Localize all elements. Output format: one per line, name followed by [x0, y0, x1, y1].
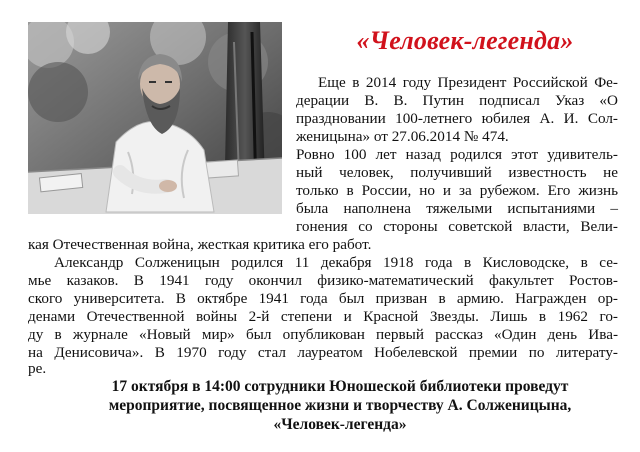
paragraph-2-line-1: Ровно 100 лет назад родился этот удивитель-	[296, 146, 618, 163]
paragraph-3-line-2: мье казаков. В 1941 году окончил физико-математический факультет Ростов-	[28, 272, 618, 289]
announcement-line-3: «Человек-легенда»	[273, 416, 407, 433]
paragraph-3-line-3: ского университета. В октябре 1941 года был призван в армию. Награжден ор-	[28, 290, 618, 307]
paragraph-3-line-6: на Денисовича». В 1970 году стал лауреатом Нобелевской премии по литерату-	[28, 344, 618, 361]
announcement-line-2: мероприятие, посвященное жизни и творчеству А. Солженицына,	[108, 397, 572, 414]
announcement-line-1: 17 октября в 14:00 сотрудники Юношеской библиотеки проведут	[111, 378, 569, 395]
paragraph-2-line-3: только в России, но и за рубежом. Его жизнь	[296, 182, 618, 199]
paragraph-1-line-4: женицына» от 27.06.2014 № 474.	[296, 128, 509, 145]
paragraph-3-line-1: Александр Солженицын родился 11 декабря 1918 года в Кисловодске, в се-	[54, 254, 618, 271]
paragraph-1-line-1: Еще в 2014 году Президент Российской Фе-	[318, 74, 618, 91]
paragraph-2-line-5: гонения со стороны советской власти, Вели-	[296, 218, 618, 235]
paragraph-2-line-6: кая Отечественная война, жесткая критика его работ.	[28, 236, 372, 253]
paragraph-3-line-5: ду в журнале «Новый мир» был опубликован первый рассказ «Один день Ива-	[28, 326, 618, 343]
event-announcement	[60, 377, 620, 434]
paragraph-2-line-2: ный человек, получивший известность не	[296, 164, 618, 181]
portrait-photo	[28, 22, 282, 214]
paragraph-2-line-4: была наполнена тяжелыми испытаниями –	[296, 200, 618, 217]
portrait-illustration	[28, 22, 282, 214]
paragraph-1-line-3: праздновании 100-летнего юбилея А. И. Сол-	[296, 110, 618, 127]
paragraph-1-line-2: дерации В. В. Путин подписал Указ «О	[296, 92, 618, 109]
paragraph-3-line-7: ре.	[28, 360, 47, 377]
paragraph-3-line-4: денами Отечественной войны 2-й степени и Красной Звезды. Лишь в 1962 го-	[28, 308, 618, 325]
poster-title: «Человек-легенда»	[356, 26, 574, 55]
